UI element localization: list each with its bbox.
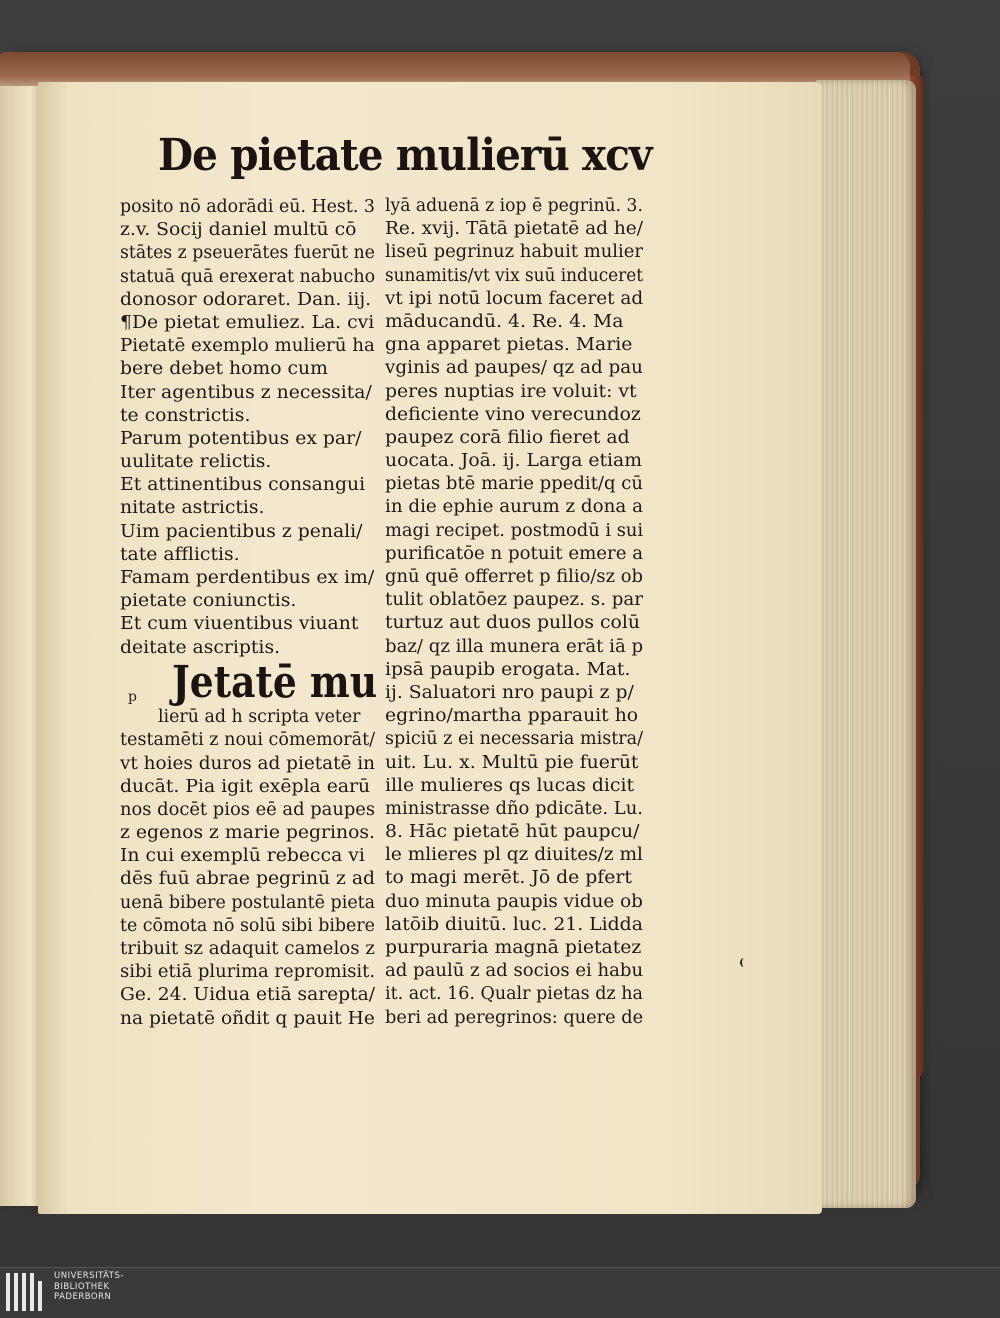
right-line xyxy=(385,311,650,334)
text-line: posito nō adorādi eū. Hest. 3 xyxy=(120,197,375,217)
right-line xyxy=(385,357,650,380)
text-line: uocata. Joā. ij. Larga etiam xyxy=(385,451,643,472)
text-line: dēs fuū abrae pegrinū z ad xyxy=(120,869,376,890)
library-logo-icon xyxy=(6,1273,48,1311)
left-line xyxy=(120,289,382,312)
initial-continuation: lierū ad h scripta veter xyxy=(158,706,361,727)
right-line xyxy=(385,473,650,496)
left-line xyxy=(120,358,382,381)
right-text-column xyxy=(385,195,650,1030)
text-line: latōib diuitū. luc. 21. Lidda xyxy=(385,914,643,935)
text-line: deficiente vino verecundoz xyxy=(385,404,641,425)
left-line xyxy=(120,1008,382,1031)
text-line: sunamitis/vt vix suū induceret xyxy=(385,265,644,286)
right-line xyxy=(385,682,650,705)
text-line: statuā quā erexerat nabucho xyxy=(120,266,376,287)
right-line xyxy=(385,450,650,473)
text-line: pietate coniunctis. xyxy=(120,591,297,612)
logo-line-3: PADERBORN xyxy=(54,1292,112,1302)
left-line xyxy=(120,497,382,520)
text-line: bere debet homo cum xyxy=(120,359,328,380)
initial-heading: Jetatē mu xyxy=(172,656,378,708)
left-line xyxy=(120,892,382,915)
text-line: Uim pacientibus z penali/ xyxy=(120,521,363,542)
left-line xyxy=(120,753,382,776)
left-line xyxy=(120,822,382,845)
text-line: it. act. 16. Qualr pietas dz ha xyxy=(385,984,643,1005)
right-line xyxy=(385,891,650,914)
text-line: tribuit sz adaquit camelos z xyxy=(120,939,375,960)
text-line: ducāt. Pia igit exēpla earū xyxy=(120,776,371,797)
text-line: 8. Hāc pietatē hūt paupcu/ xyxy=(385,822,640,843)
left-line xyxy=(120,613,382,636)
right-line xyxy=(385,798,650,821)
text-line: testamēti z noui cōmemorāt/ xyxy=(120,730,376,751)
left-line xyxy=(120,868,382,891)
left-line xyxy=(120,984,382,1007)
text-line: z.v. Socij daniel multū cō xyxy=(120,220,357,241)
decorated-initial-block xyxy=(120,656,382,730)
text-line: turtuz aut duos pullos colū xyxy=(385,613,640,634)
left-line xyxy=(120,521,382,544)
text-line: uit. Lu. x. Multū pie fuerūt xyxy=(385,752,639,773)
text-line: nos docēt pios eē ad paupes xyxy=(120,799,376,820)
logo-line-1: UNIVERSITÄTS- xyxy=(54,1271,124,1281)
text-line: ministrasse dño pdicāte. Lu. xyxy=(385,798,643,819)
text-line: to magi merēt. Jō de pfert xyxy=(385,868,632,889)
left-line xyxy=(120,474,382,497)
text-line: Pietatē exemplo mulierū ha xyxy=(120,336,375,357)
text-line: purificatōe n potuit emere a xyxy=(385,543,644,564)
right-line xyxy=(385,705,650,728)
right-line xyxy=(385,728,650,751)
text-line: gna apparet pietas. Marie xyxy=(385,335,633,356)
text-line: vt hoies duros ad pietatē in xyxy=(120,753,376,774)
right-line xyxy=(385,218,650,241)
text-line: uenā bibere postulantē pieta xyxy=(120,892,376,913)
text-line: baz/ qz illa munera erāt iā p xyxy=(385,636,644,657)
left-line xyxy=(120,382,382,405)
text-line: duo minuta paupis vidue ob xyxy=(385,891,643,912)
left-line xyxy=(120,729,382,752)
text-line: Et cum viuentibus viuant xyxy=(120,614,359,635)
right-line xyxy=(385,867,650,890)
text-line: vt ipi notū locum faceret ad xyxy=(385,288,644,309)
text-line: māducandū. 4. Re. 4. Ma xyxy=(385,311,624,332)
text-line: ipsā paupib erogata. Mat. xyxy=(385,659,631,680)
text-line: In cui exemplū rebecca vi xyxy=(120,846,365,867)
left-line xyxy=(120,915,382,938)
right-line xyxy=(385,520,650,543)
left-line xyxy=(120,799,382,822)
left-line xyxy=(120,590,382,613)
left-line xyxy=(120,845,382,868)
text-line: spiciū z ei necessaria mistra/ xyxy=(385,729,644,750)
left-line xyxy=(120,242,382,265)
text-line: paupez corā filio fieret ad xyxy=(385,427,630,448)
left-line xyxy=(120,961,382,984)
right-line xyxy=(385,844,650,867)
left-text-column xyxy=(120,196,382,1031)
left-line xyxy=(120,428,382,451)
left-line xyxy=(120,405,382,428)
right-line xyxy=(385,566,650,589)
text-line: te cōmota nō solū sibi bibere xyxy=(120,915,375,936)
left-line xyxy=(120,266,382,289)
right-line xyxy=(385,1007,650,1030)
text-line: Parum potentibus ex par/ xyxy=(120,428,362,449)
right-line xyxy=(385,241,650,264)
text-line: Ge. 24. Uidua etiā sarepta/ xyxy=(120,985,375,1006)
logo-line-2: BIBLIOTHEK xyxy=(54,1281,110,1292)
text-line: ille mulieres qs lucas dicit xyxy=(385,775,635,796)
right-line xyxy=(385,404,650,427)
left-line xyxy=(120,219,382,242)
text-line: tulit oblatōez paupez. s. par xyxy=(385,590,644,611)
text-line: le mlieres pl qz diuites/z ml xyxy=(385,845,643,866)
text-line: donosor odoraret. Dan. iij. xyxy=(120,289,372,310)
right-line xyxy=(385,334,650,357)
text-line: sibi etiā plurima repromisit. xyxy=(120,962,376,983)
left-line xyxy=(120,196,382,219)
right-line xyxy=(385,636,650,659)
right-line xyxy=(385,612,650,635)
margin-mark xyxy=(740,958,748,967)
text-line: lyā aduenā z iop ē pegrinū. 3. xyxy=(385,196,643,216)
right-line xyxy=(385,752,650,775)
text-line: z egenos z marie pegrinos. xyxy=(120,823,375,844)
text-line: egrino/martha pparauit ho xyxy=(385,706,639,727)
right-line xyxy=(385,937,650,960)
text-line: te constrictis. xyxy=(120,405,251,426)
text-line: tate afflictis. xyxy=(120,544,240,565)
right-line xyxy=(385,195,650,218)
text-line: pietas btē marie ppedit/q cū xyxy=(385,474,643,495)
text-line: vginis ad paupes/ qz ad pau xyxy=(385,358,643,379)
right-line xyxy=(385,775,650,798)
text-line: nitate astrictis. xyxy=(120,498,265,519)
right-line xyxy=(385,983,650,1006)
text-line: Iter agentibus z necessita/ xyxy=(120,382,372,403)
right-line xyxy=(385,496,650,519)
right-line xyxy=(385,427,650,450)
text-line: Famam perdentibus ex im/ xyxy=(120,568,375,588)
left-line xyxy=(120,451,382,474)
right-line xyxy=(385,381,650,404)
page-running-title: De pietate mulierū xcv xyxy=(158,130,652,181)
text-line: liseū pegrinuz habuit mulier xyxy=(385,242,643,263)
left-line xyxy=(120,544,382,567)
text-line: gnū quē offerret p filio/sz ob xyxy=(385,567,643,587)
left-line xyxy=(120,938,382,961)
text-line: purpuraria magnā pietatez xyxy=(385,938,642,958)
right-line xyxy=(385,589,650,612)
right-line xyxy=(385,914,650,937)
right-line xyxy=(385,543,650,566)
text-line: stātes z pseuerātes fuerūt ne xyxy=(120,243,375,264)
guide-letter: p xyxy=(128,688,137,705)
text-line: ¶De pietat emuliez. La. cvi xyxy=(120,312,375,333)
right-line xyxy=(385,659,650,682)
text-line: magi recipet. postmodū i sui xyxy=(385,520,644,541)
left-line xyxy=(120,776,382,799)
library-logo-text xyxy=(54,1271,254,1303)
right-line xyxy=(385,821,650,844)
text-line: beri ad peregrinos: quere de xyxy=(385,1007,644,1028)
right-line xyxy=(385,960,650,983)
text-line: deitate ascriptis. xyxy=(120,637,281,658)
left-line xyxy=(120,567,382,590)
left-line xyxy=(120,335,382,358)
text-line: peres nuptias ire voluit: vt xyxy=(385,381,637,402)
right-line xyxy=(385,265,650,288)
right-line xyxy=(385,288,650,311)
text-line: Et attinentibus consangui xyxy=(120,475,366,496)
text-line: uulitate relictis. xyxy=(120,452,272,473)
text-line: ij. Saluatori nro paupi z p/ xyxy=(385,682,634,703)
text-line: ad paulū z ad socios ei habu xyxy=(385,961,644,982)
page-stack-edges xyxy=(816,80,916,1208)
text-line: na pietatē oñdit q pauit He xyxy=(120,1008,375,1029)
text-line: Re. xvij. Tātā pietatē ad he/ xyxy=(385,219,643,240)
text-line: in die ephie aurum z dona a xyxy=(385,497,643,518)
left-line xyxy=(120,312,382,335)
